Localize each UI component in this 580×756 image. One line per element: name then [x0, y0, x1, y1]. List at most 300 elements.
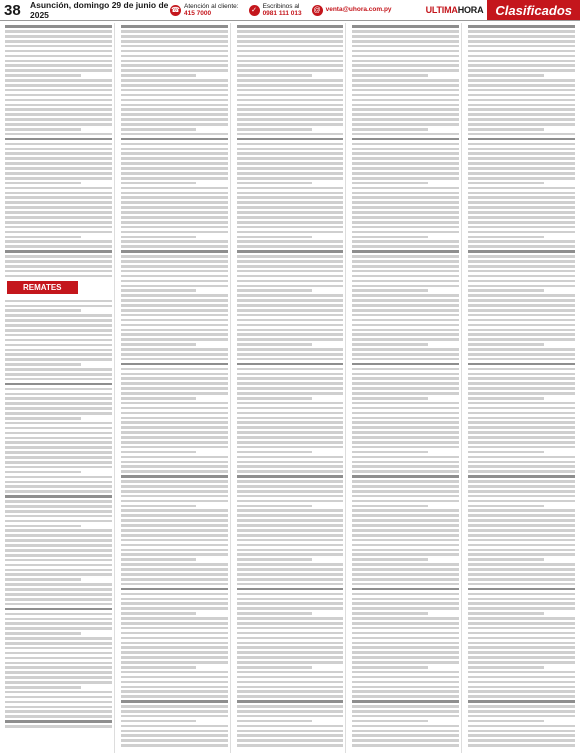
illegible-text-line — [5, 152, 112, 155]
illegible-text-line — [121, 138, 228, 141]
illegible-text-line — [5, 554, 112, 557]
illegible-text-line — [121, 324, 228, 327]
illegible-text-line — [237, 676, 344, 679]
illegible-text-line — [5, 64, 112, 67]
brand — [422, 0, 580, 20]
illegible-text-line — [237, 705, 344, 708]
illegible-text-line — [468, 602, 575, 605]
illegible-text-line — [468, 50, 575, 53]
illegible-text-line — [5, 402, 112, 405]
illegible-text-line — [237, 309, 344, 312]
illegible-text-line — [5, 260, 112, 263]
column-4 — [350, 23, 462, 753]
illegible-text-line — [121, 632, 228, 635]
illegible-text-line — [5, 187, 112, 190]
illegible-text-line — [5, 167, 112, 170]
illegible-text-line — [237, 196, 344, 199]
illegible-text-line — [121, 563, 228, 566]
illegible-text-line — [352, 490, 459, 493]
illegible-text-line — [352, 549, 459, 552]
illegible-text-line — [352, 270, 459, 273]
illegible-text-line — [468, 60, 575, 63]
illegible-text-line — [352, 309, 459, 312]
illegible-text-line — [468, 35, 575, 38]
illegible-text-line — [5, 265, 112, 268]
illegible-text-line — [121, 245, 228, 248]
illegible-text-line — [121, 402, 228, 405]
illegible-text-line — [352, 681, 459, 684]
illegible-text-line — [5, 608, 112, 611]
illegible-text-line — [121, 35, 228, 38]
column-1 — [3, 23, 115, 753]
illegible-text-line — [5, 407, 112, 410]
illegible-text-line — [121, 196, 228, 199]
illegible-text-line — [121, 40, 228, 43]
illegible-text-line — [468, 622, 575, 625]
illegible-text-line — [5, 240, 112, 243]
illegible-text-line — [237, 730, 344, 733]
illegible-text-line — [5, 231, 112, 234]
illegible-text-line — [121, 182, 197, 185]
illegible-text-line — [121, 30, 228, 33]
illegible-text-line — [352, 607, 459, 610]
illegible-text-line — [237, 314, 344, 317]
illegible-text-line — [468, 456, 575, 459]
illegible-text-line — [352, 612, 428, 615]
illegible-text-line — [352, 690, 459, 693]
illegible-text-line — [237, 25, 344, 28]
illegible-text-line — [468, 642, 575, 645]
illegible-text-line — [237, 94, 344, 97]
illegible-text-line — [468, 451, 544, 454]
illegible-text-line — [5, 118, 112, 121]
masthead — [0, 0, 580, 21]
illegible-text-line — [237, 192, 344, 195]
illegible-text-line — [468, 368, 575, 371]
illegible-text-line — [5, 437, 112, 440]
illegible-text-line — [237, 387, 344, 390]
contact-whatsapp-value: 0981 111 013 — [262, 10, 302, 17]
issue-date: Asunción, domingo 29 de junio de 2025 — [30, 0, 169, 20]
illegible-text-line — [352, 539, 459, 542]
illegible-text-line — [468, 133, 575, 136]
illegible-text-line — [468, 519, 575, 522]
illegible-text-line — [5, 691, 112, 694]
illegible-text-line — [237, 441, 344, 444]
illegible-text-line — [352, 446, 459, 449]
illegible-text-line — [5, 250, 112, 253]
illegible-text-line — [237, 602, 344, 605]
illegible-text-line — [352, 651, 459, 654]
illegible-text-line — [468, 25, 575, 28]
illegible-text-line — [5, 490, 112, 493]
illegible-text-line — [468, 94, 575, 97]
illegible-text-line — [352, 553, 459, 556]
illegible-text-line — [352, 642, 459, 645]
illegible-text-line — [121, 412, 228, 415]
illegible-text-line — [352, 436, 459, 439]
illegible-text-line — [5, 432, 112, 435]
illegible-text-line — [5, 206, 112, 209]
illegible-text-line — [121, 108, 228, 111]
illegible-text-line — [468, 593, 575, 596]
illegible-text-line — [468, 705, 575, 708]
illegible-text-line — [468, 739, 575, 742]
illegible-text-line — [5, 128, 81, 131]
brand-logo — [422, 0, 488, 20]
illegible-text-line — [352, 35, 459, 38]
illegible-text-line — [468, 265, 575, 268]
illegible-text-line — [5, 388, 112, 391]
illegible-text-line — [237, 553, 344, 556]
illegible-text-line — [5, 245, 112, 248]
illegible-text-line — [352, 598, 459, 601]
illegible-text-line — [121, 60, 228, 63]
contact-whatsapp-label: Escribinos al — [262, 2, 300, 10]
illegible-text-line — [237, 412, 344, 415]
illegible-text-line — [121, 407, 228, 410]
illegible-text-line — [5, 451, 112, 454]
illegible-text-line — [237, 695, 344, 698]
illegible-text-line — [352, 426, 459, 429]
illegible-text-line — [352, 666, 428, 669]
illegible-text-line — [352, 676, 459, 679]
illegible-text-line — [121, 45, 228, 48]
illegible-text-line — [468, 221, 575, 224]
illegible-text-line — [5, 520, 112, 523]
illegible-text-line — [121, 113, 228, 116]
illegible-text-line — [468, 363, 575, 366]
illegible-text-line — [237, 304, 344, 307]
illegible-text-line — [237, 475, 344, 478]
illegible-text-line — [237, 588, 344, 591]
illegible-text-line — [121, 69, 228, 72]
illegible-text-line — [468, 509, 575, 512]
illegible-text-line — [5, 123, 112, 126]
illegible-text-line — [468, 461, 575, 464]
illegible-text-line — [5, 133, 112, 136]
illegible-text-line — [121, 553, 228, 556]
illegible-text-line — [121, 157, 228, 160]
illegible-text-line — [352, 201, 459, 204]
illegible-text-line — [5, 40, 112, 43]
illegible-text-line — [5, 89, 112, 92]
illegible-text-line — [121, 255, 228, 258]
illegible-text-line — [121, 260, 228, 263]
illegible-text-line — [237, 226, 344, 229]
illegible-text-line — [352, 412, 459, 415]
illegible-text-line — [121, 392, 228, 395]
illegible-text-line — [352, 563, 459, 566]
illegible-text-line — [237, 407, 344, 410]
illegible-text-line — [237, 436, 344, 439]
illegible-text-line — [121, 192, 228, 195]
illegible-text-line — [237, 211, 344, 214]
illegible-text-line — [352, 177, 459, 180]
illegible-text-line — [121, 231, 228, 234]
illegible-text-line — [468, 128, 544, 131]
illegible-text-line — [121, 671, 228, 674]
illegible-text-line — [352, 152, 459, 155]
illegible-text-line — [5, 378, 112, 381]
illegible-text-line — [468, 475, 575, 478]
illegible-text-line — [5, 510, 112, 513]
page-number: 38 — [4, 1, 21, 19]
illegible-text-line — [5, 720, 112, 723]
illegible-text-line — [5, 662, 112, 665]
illegible-text-line — [237, 358, 344, 361]
illegible-text-line — [352, 397, 428, 400]
illegible-text-line — [121, 539, 228, 542]
illegible-text-line — [352, 524, 459, 527]
illegible-text-line — [5, 25, 112, 28]
illegible-text-line — [352, 319, 459, 322]
illegible-text-line — [121, 387, 228, 390]
illegible-text-line — [468, 152, 575, 155]
illegible-text-line — [468, 617, 575, 620]
illegible-text-line — [468, 744, 575, 747]
illegible-text-line — [352, 431, 459, 434]
illegible-text-line — [121, 573, 228, 576]
illegible-text-line — [121, 280, 228, 283]
illegible-text-line — [5, 578, 81, 581]
illegible-text-line — [468, 260, 575, 263]
illegible-text-line — [121, 201, 228, 204]
illegible-text-line — [121, 265, 228, 268]
illegible-text-line — [237, 113, 344, 116]
illegible-text-line — [5, 598, 112, 601]
illegible-text-line — [468, 500, 575, 503]
illegible-text-line — [121, 64, 228, 67]
illegible-text-line — [5, 715, 112, 718]
illegible-text-line — [121, 226, 228, 229]
illegible-text-line — [121, 167, 228, 170]
illegible-text-line — [468, 544, 575, 547]
illegible-text-line — [468, 104, 575, 107]
illegible-text-line — [237, 216, 344, 219]
illegible-text-line — [352, 329, 459, 332]
illegible-text-line — [352, 392, 459, 395]
remates-label: REMATES — [7, 281, 78, 294]
illegible-text-line — [468, 304, 575, 307]
illegible-text-line — [352, 451, 428, 454]
illegible-text-line — [468, 240, 575, 243]
illegible-text-line — [237, 182, 313, 185]
illegible-text-line — [5, 368, 112, 371]
illegible-text-line — [352, 294, 459, 297]
illegible-text-line — [5, 349, 112, 352]
illegible-text-line — [237, 79, 344, 82]
illegible-text-line — [5, 344, 112, 347]
illegible-text-line — [352, 461, 459, 464]
illegible-text-line — [468, 99, 575, 102]
illegible-text-line — [5, 701, 112, 704]
illegible-text-line — [237, 108, 344, 111]
illegible-text-line — [5, 383, 112, 386]
illegible-text-line — [121, 118, 228, 121]
illegible-text-line — [121, 534, 228, 537]
illegible-text-line — [352, 187, 459, 190]
illegible-text-line — [237, 524, 344, 527]
illegible-text-line — [5, 69, 112, 72]
illegible-text-line — [237, 187, 344, 190]
illegible-text-line — [237, 627, 344, 630]
illegible-text-line — [468, 651, 575, 654]
illegible-text-line — [237, 519, 344, 522]
illegible-text-line — [5, 196, 112, 199]
illegible-text-line — [121, 558, 197, 561]
illegible-text-line — [237, 64, 344, 67]
illegible-text-line — [468, 573, 575, 576]
illegible-text-line — [468, 343, 544, 346]
illegible-text-line — [468, 118, 575, 121]
illegible-text-line — [468, 421, 575, 424]
illegible-text-line — [468, 412, 575, 415]
illegible-text-line — [237, 206, 344, 209]
illegible-text-line — [352, 661, 459, 664]
section-title: Clasificados — [487, 0, 580, 20]
illegible-text-line — [468, 490, 575, 493]
illegible-text-line — [468, 656, 575, 659]
illegible-text-line — [237, 162, 344, 165]
illegible-text-line — [237, 35, 344, 38]
illegible-text-line — [468, 598, 575, 601]
illegible-text-line — [237, 739, 344, 742]
illegible-text-line — [468, 294, 575, 297]
illegible-text-line — [468, 514, 575, 517]
illegible-text-line — [5, 74, 81, 77]
illegible-text-line — [237, 417, 344, 420]
illegible-text-line — [121, 221, 228, 224]
illegible-text-line — [468, 84, 575, 87]
illegible-text-line — [5, 172, 112, 175]
illegible-text-line — [121, 74, 197, 77]
illegible-text-line — [5, 618, 112, 621]
illegible-text-line — [121, 133, 228, 136]
illegible-text-line — [468, 309, 575, 312]
illegible-text-line — [468, 45, 575, 48]
illegible-text-line — [121, 681, 228, 684]
illegible-text-line — [121, 289, 197, 292]
illegible-text-line — [352, 715, 459, 718]
illegible-text-line — [121, 333, 228, 336]
illegible-text-line — [237, 544, 344, 547]
illegible-text-line — [352, 382, 459, 385]
illegible-text-line — [121, 583, 228, 586]
illegible-text-line — [237, 573, 344, 576]
illegible-text-line — [121, 338, 228, 341]
illegible-text-line — [237, 461, 344, 464]
illegible-text-line — [5, 50, 112, 53]
illegible-text-line — [352, 578, 459, 581]
illegible-text-line — [237, 720, 313, 723]
illegible-text-line — [352, 25, 459, 28]
illegible-text-line — [468, 289, 544, 292]
illegible-text-line — [121, 275, 228, 278]
illegible-text-line — [237, 446, 344, 449]
illegible-text-line — [121, 240, 228, 243]
illegible-text-line — [237, 700, 344, 703]
illegible-text-line — [237, 382, 344, 385]
illegible-text-line — [468, 441, 575, 444]
illegible-text-line — [468, 89, 575, 92]
illegible-text-line — [237, 490, 344, 493]
illegible-text-line — [352, 480, 459, 483]
illegible-text-line — [237, 690, 344, 693]
illegible-text-line — [121, 480, 228, 483]
illegible-text-line — [237, 289, 313, 292]
illegible-text-line — [468, 187, 575, 190]
illegible-text-line — [5, 632, 81, 635]
illegible-text-line — [5, 79, 112, 82]
illegible-text-line — [5, 427, 112, 430]
illegible-text-line — [237, 138, 344, 141]
illegible-text-line — [237, 622, 344, 625]
illegible-text-line — [121, 94, 228, 97]
illegible-text-line — [352, 368, 459, 371]
whatsapp-icon: ✓ — [249, 5, 260, 16]
illegible-text-line — [352, 289, 428, 292]
illegible-text-line — [468, 730, 575, 733]
illegible-text-line — [237, 133, 344, 136]
illegible-text-line — [5, 138, 112, 141]
illegible-text-line — [237, 402, 344, 405]
illegible-text-line — [5, 143, 112, 146]
illegible-text-line — [121, 25, 228, 28]
illegible-text-line — [121, 646, 228, 649]
illegible-text-line — [352, 734, 459, 737]
illegible-text-line — [352, 226, 459, 229]
illegible-text-line — [121, 299, 228, 302]
illegible-text-line — [5, 275, 112, 278]
illegible-text-line — [352, 358, 459, 361]
illegible-text-line — [352, 240, 459, 243]
illegible-text-line — [352, 705, 459, 708]
illegible-text-line — [5, 613, 112, 616]
column-2 — [119, 23, 231, 753]
illegible-text-line — [237, 661, 344, 664]
illegible-text-line — [237, 607, 344, 610]
illegible-text-line — [237, 353, 344, 356]
illegible-text-line — [237, 123, 344, 126]
illegible-text-line — [121, 55, 228, 58]
illegible-text-line — [468, 627, 575, 630]
illegible-text-line — [352, 544, 459, 547]
illegible-text-line — [5, 35, 112, 38]
illegible-text-line — [5, 441, 112, 444]
illegible-text-line — [121, 730, 228, 733]
contact-phone-label: Atención al cliente: — [184, 2, 239, 10]
illegible-text-line — [237, 617, 344, 620]
illegible-text-line — [352, 588, 459, 591]
illegible-text-line — [121, 329, 228, 332]
illegible-text-line — [237, 148, 344, 151]
illegible-text-line — [121, 285, 228, 288]
illegible-text-line — [352, 280, 459, 283]
illegible-text-line — [352, 710, 459, 713]
illegible-text-line — [237, 343, 313, 346]
illegible-text-line — [352, 216, 459, 219]
illegible-text-line — [5, 314, 112, 317]
illegible-text-line — [237, 686, 344, 689]
illegible-text-line — [121, 177, 228, 180]
illegible-text-line — [468, 480, 575, 483]
illegible-text-line — [468, 436, 575, 439]
illegible-text-line — [237, 514, 344, 517]
illegible-text-line — [5, 647, 112, 650]
illegible-text-line — [352, 162, 459, 165]
illegible-text-line — [121, 162, 228, 165]
